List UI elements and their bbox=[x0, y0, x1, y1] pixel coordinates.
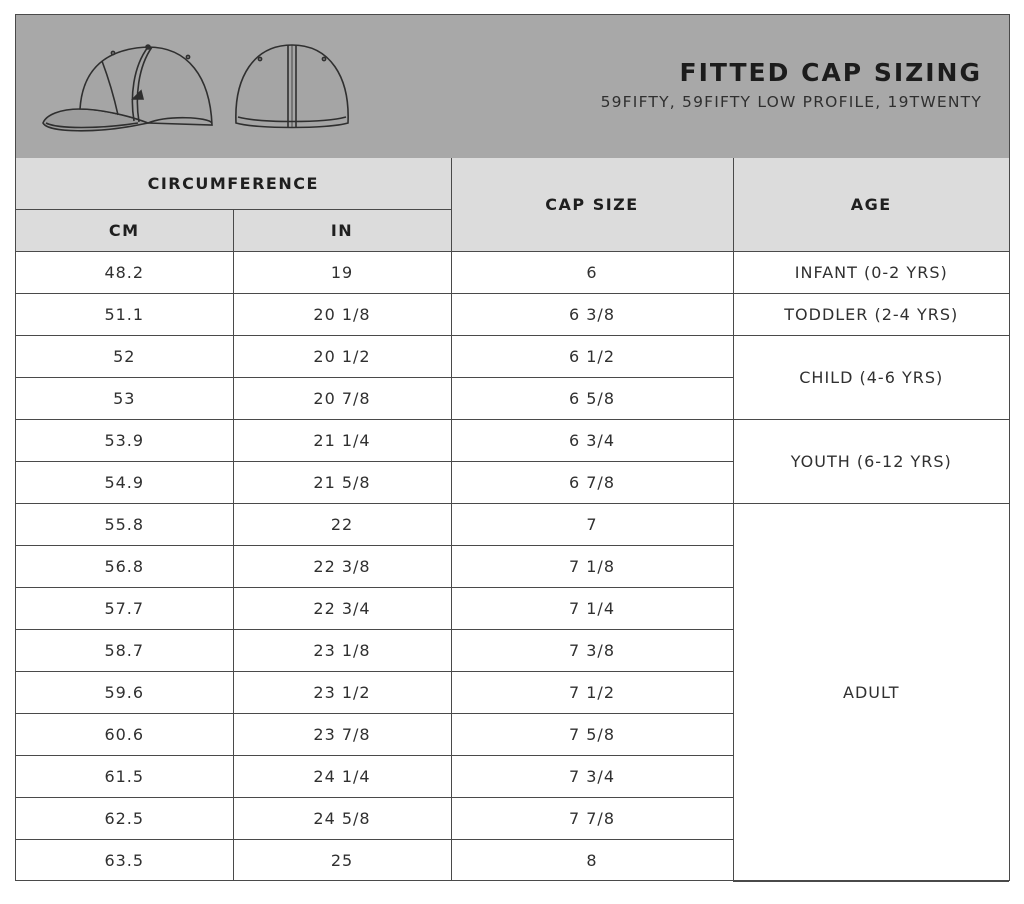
cap-size-header: CAP SIZE bbox=[451, 158, 733, 251]
in-cell: 20 7/8 bbox=[233, 377, 451, 419]
in-cell: 20 1/2 bbox=[233, 335, 451, 377]
cap-illustrations bbox=[38, 37, 368, 137]
cm-cell: 59.6 bbox=[16, 671, 233, 713]
cm-cell: 54.9 bbox=[16, 461, 233, 503]
cap-size-cell: 7 5/8 bbox=[451, 713, 733, 755]
cap-size-cell: 6 3/4 bbox=[451, 419, 733, 461]
in-cell: 22 3/4 bbox=[233, 587, 451, 629]
cm-cell: 63.5 bbox=[16, 839, 233, 881]
header-banner bbox=[16, 15, 1009, 159]
in-cell: 23 1/2 bbox=[233, 671, 451, 713]
in-cell: 21 1/4 bbox=[233, 419, 451, 461]
in-cell: 24 5/8 bbox=[233, 797, 451, 839]
cm-cell: 61.5 bbox=[16, 755, 233, 797]
cap-size-cell: 6 3/8 bbox=[451, 293, 733, 335]
age-group-cell: TODDLER (2-4 YRS) bbox=[733, 293, 1009, 335]
circumference-header: CIRCUMFERENCE bbox=[16, 158, 451, 209]
cap-size-cell: 7 7/8 bbox=[451, 797, 733, 839]
cap-size-cell: 6 1/2 bbox=[451, 335, 733, 377]
cap-size-cell: 7 1/2 bbox=[451, 671, 733, 713]
table-row bbox=[16, 335, 1009, 377]
table-row bbox=[16, 503, 1009, 545]
in-cell: 20 1/8 bbox=[233, 293, 451, 335]
in-cell: 22 3/8 bbox=[233, 545, 451, 587]
table-row bbox=[16, 251, 1009, 293]
in-cell: 22 bbox=[233, 503, 451, 545]
cap-size-cell: 7 3/8 bbox=[451, 629, 733, 671]
cm-cell: 58.7 bbox=[16, 629, 233, 671]
table-header-row bbox=[16, 158, 1009, 209]
cm-cell: 48.2 bbox=[16, 251, 233, 293]
age-group-cell: CHILD (4-6 YRS) bbox=[733, 335, 1009, 419]
cm-cell: 62.5 bbox=[16, 797, 233, 839]
cm-header: CM bbox=[16, 209, 233, 251]
cap-size-cell: 6 bbox=[451, 251, 733, 293]
cap-size-cell: 6 7/8 bbox=[451, 461, 733, 503]
cap-back-view-icon bbox=[236, 45, 348, 128]
age-group-cell: ADULT bbox=[733, 503, 1009, 881]
table-body bbox=[16, 251, 1009, 881]
in-cell: 23 7/8 bbox=[233, 713, 451, 755]
age-group-cell: YOUTH (6-12 YRS) bbox=[733, 419, 1009, 503]
in-cell: 23 1/8 bbox=[233, 629, 451, 671]
table-row bbox=[16, 293, 1009, 335]
cm-cell: 60.6 bbox=[16, 713, 233, 755]
in-header: IN bbox=[233, 209, 451, 251]
cm-cell: 57.7 bbox=[16, 587, 233, 629]
size-table bbox=[16, 158, 1009, 882]
cap-size-cell: 6 5/8 bbox=[451, 377, 733, 419]
cm-cell: 51.1 bbox=[16, 293, 233, 335]
cap-size-cell: 7 1/4 bbox=[451, 587, 733, 629]
in-cell: 19 bbox=[233, 251, 451, 293]
cap-side-view-icon bbox=[43, 45, 212, 131]
cap-size-cell: 8 bbox=[451, 839, 733, 881]
cap-size-cell: 7 bbox=[451, 503, 733, 545]
sizing-chart bbox=[15, 14, 1010, 881]
cm-cell: 56.8 bbox=[16, 545, 233, 587]
age-header: AGE bbox=[733, 158, 1009, 251]
in-cell: 21 5/8 bbox=[233, 461, 451, 503]
page-subtitle: 59FIFTY, 59FIFTY LOW PROFILE, 19TWENTY bbox=[600, 93, 982, 111]
age-group-cell: INFANT (0-2 YRS) bbox=[733, 251, 1009, 293]
cap-size-cell: 7 1/8 bbox=[451, 545, 733, 587]
in-cell: 24 1/4 bbox=[233, 755, 451, 797]
cm-cell: 52 bbox=[16, 335, 233, 377]
cm-cell: 55.8 bbox=[16, 503, 233, 545]
cm-cell: 53.9 bbox=[16, 419, 233, 461]
in-cell: 25 bbox=[233, 839, 451, 881]
page-title: FITTED CAP SIZING bbox=[679, 58, 982, 87]
table-row bbox=[16, 419, 1009, 461]
cap-size-cell: 7 3/4 bbox=[451, 755, 733, 797]
cm-cell: 53 bbox=[16, 377, 233, 419]
